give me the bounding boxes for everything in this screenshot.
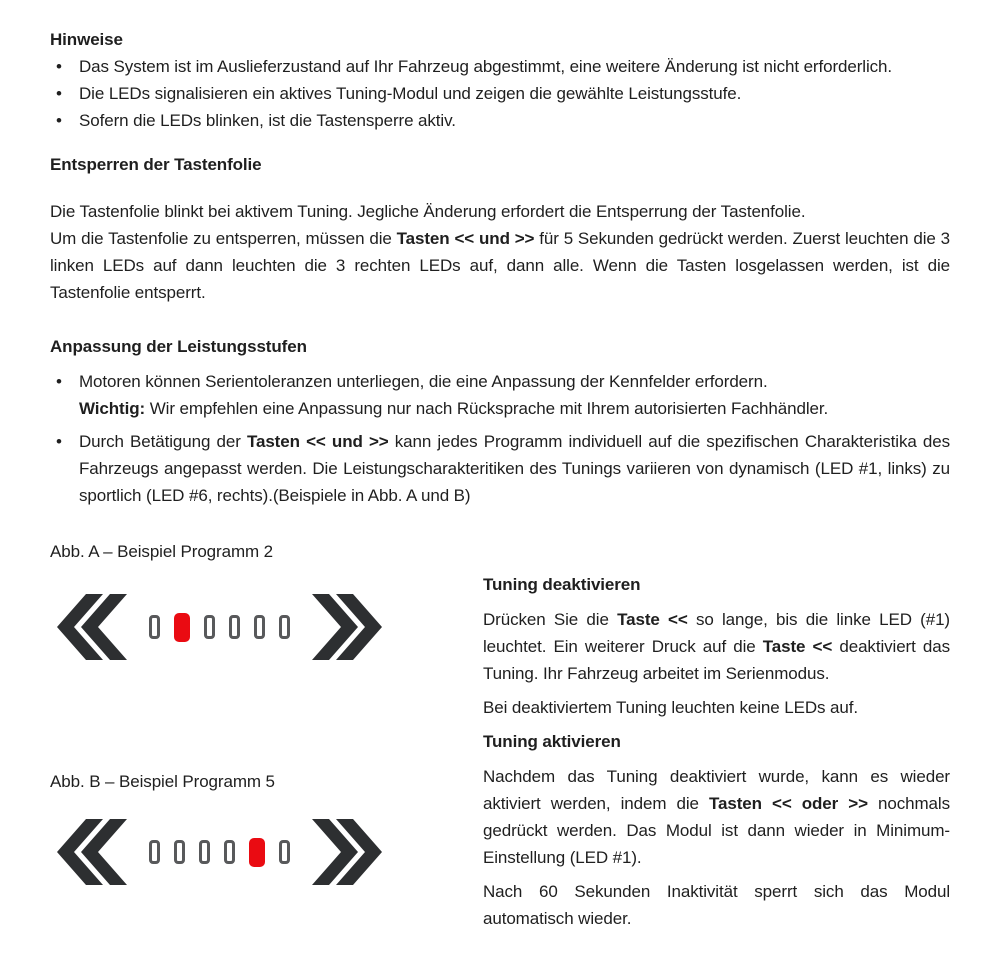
section-title-hinweise: Hinweise bbox=[50, 30, 123, 49]
section-entsperren bbox=[50, 151, 950, 306]
instructions-column bbox=[483, 571, 950, 939]
bold-text: Wichtig: bbox=[79, 399, 146, 418]
text: für 5 Sekunden gedrückt werden. Zuerst leuchten die 3 linken LEDs auf dann leuchten die 3 rechten LEDs auf, dann alle. Wenn die Tasten losgelassen werden, ist die Tastenfolie entsperrt. bbox=[50, 229, 950, 302]
anpassung-bullet-2 bbox=[50, 428, 950, 509]
section-title-entsperren: Entsperren der Tastenfolie bbox=[50, 155, 262, 174]
section-title-deaktivieren: Tuning deaktivieren bbox=[483, 575, 641, 594]
bold-text: Taste << bbox=[762, 637, 833, 656]
deaktivieren-paragraph-1 bbox=[483, 606, 950, 687]
led-strip bbox=[149, 838, 290, 867]
figure-a-caption: Abb. A – Beispiel Programm 2 bbox=[50, 542, 274, 561]
text: Wir empfehlen eine Anpassung nur nach Rücksprache mit Ihrem autorisierten Fachhändler. bbox=[145, 399, 829, 418]
figures-and-instructions bbox=[50, 538, 950, 939]
led bbox=[279, 615, 290, 639]
led-active bbox=[174, 613, 190, 642]
section-title-aktivieren: Tuning aktivieren bbox=[483, 732, 621, 751]
section-anpassung bbox=[50, 333, 950, 509]
figure-b-caption: Abb. B – Beispiel Programm 5 bbox=[50, 772, 275, 791]
text: deaktiviert das Tuning. Ihr Fahrzeug arbeitet im Serienmodus. bbox=[483, 637, 950, 683]
aktivieren-paragraph-1 bbox=[483, 763, 950, 871]
hinweise-bullet-3 bbox=[50, 107, 950, 134]
led bbox=[199, 840, 210, 864]
deaktivieren-paragraph-2: Bei deaktiviertem Tuning leuchten keine LEDs auf. bbox=[483, 698, 858, 717]
led bbox=[224, 840, 235, 864]
text: Sofern die LEDs blinken, ist die Tastensperre aktiv. bbox=[79, 111, 456, 130]
text: Drücken Sie die bbox=[483, 610, 618, 629]
led bbox=[229, 615, 240, 639]
bold-text: Tasten << oder >> bbox=[708, 794, 868, 813]
anpassung-bullet-1-line-2 bbox=[79, 395, 950, 422]
text: nochmals gedrückt werden. Das Modul ist dann wieder in Minimum-Einstellung (LED #1). bbox=[483, 794, 950, 867]
led-strip bbox=[149, 613, 290, 642]
led bbox=[279, 840, 290, 864]
entsperren-body bbox=[50, 225, 950, 306]
anpassung-bullet-1 bbox=[50, 368, 950, 422]
led bbox=[254, 615, 265, 639]
led-active bbox=[249, 838, 265, 867]
text: Das System ist im Auslieferzustand auf Ihr Fahrzeug abgestimmt, eine weitere Änderung ist nicht erforderlich. bbox=[79, 57, 893, 76]
section-hinweise bbox=[50, 26, 950, 134]
anpassung-bullet-1-line-1: • Motoren können Serientoleranzen unterliegen, die eine Anpassung der Kennfelder erfordern. bbox=[79, 372, 768, 391]
led bbox=[149, 615, 160, 639]
text: kann jedes Programm individuell auf die spezifischen Charakteristika des Fahrzeugs angepasst werden. Die Leistungscharakteritiken des Tunings variieren von dynamisch (LED #1, links) zu sportlich (LED #6, rechts).(Beispiele in Abb. A und B) bbox=[79, 432, 950, 505]
text: Durch Betätigung der bbox=[79, 432, 247, 451]
double-chevron-right-icon bbox=[312, 594, 382, 660]
text: so lange, bis die linke LED (#1) leuchtet. Ein weiterer Druck auf die bbox=[483, 610, 950, 656]
led bbox=[149, 840, 160, 864]
text: Die LEDs signalisieren ein aktives Tuning-Modul und zeigen die gewählte Leistungsstufe. bbox=[79, 84, 742, 103]
section-title-anpassung: Anpassung der Leistungsstufen bbox=[50, 337, 307, 356]
text: Nachdem das Tuning deaktiviert wurde, kann es wieder aktiviert werden, indem die bbox=[483, 767, 950, 813]
figure-a-led-graphic bbox=[57, 592, 483, 662]
anpassung-list bbox=[50, 368, 950, 509]
double-chevron-left-icon bbox=[57, 594, 127, 660]
text: Um die Tastenfolie zu entsperren, müssen die bbox=[50, 229, 397, 248]
double-chevron-right-icon bbox=[312, 819, 382, 885]
bold-text: Tasten << und >> bbox=[396, 229, 535, 248]
hinweise-list bbox=[50, 53, 950, 134]
hinweise-bullet-2 bbox=[50, 80, 950, 107]
bold-text: Tasten << und >> bbox=[246, 432, 389, 451]
led bbox=[174, 840, 185, 864]
bold-text: Taste << bbox=[617, 610, 688, 629]
figures-column bbox=[50, 538, 483, 939]
aktivieren-paragraph-2: Nach 60 Sekunden Inaktivität sperrt sich das Modul automatisch wieder. bbox=[483, 882, 950, 928]
double-chevron-left-icon bbox=[57, 819, 127, 885]
led bbox=[204, 615, 215, 639]
hinweise-bullet-1 bbox=[50, 53, 950, 80]
figure-b-led-graphic bbox=[57, 817, 483, 887]
entsperren-intro: Die Tastenfolie blinkt bei aktivem Tuning. Jegliche Änderung erfordert die Entsperrung der Tastenfolie. bbox=[50, 202, 806, 221]
